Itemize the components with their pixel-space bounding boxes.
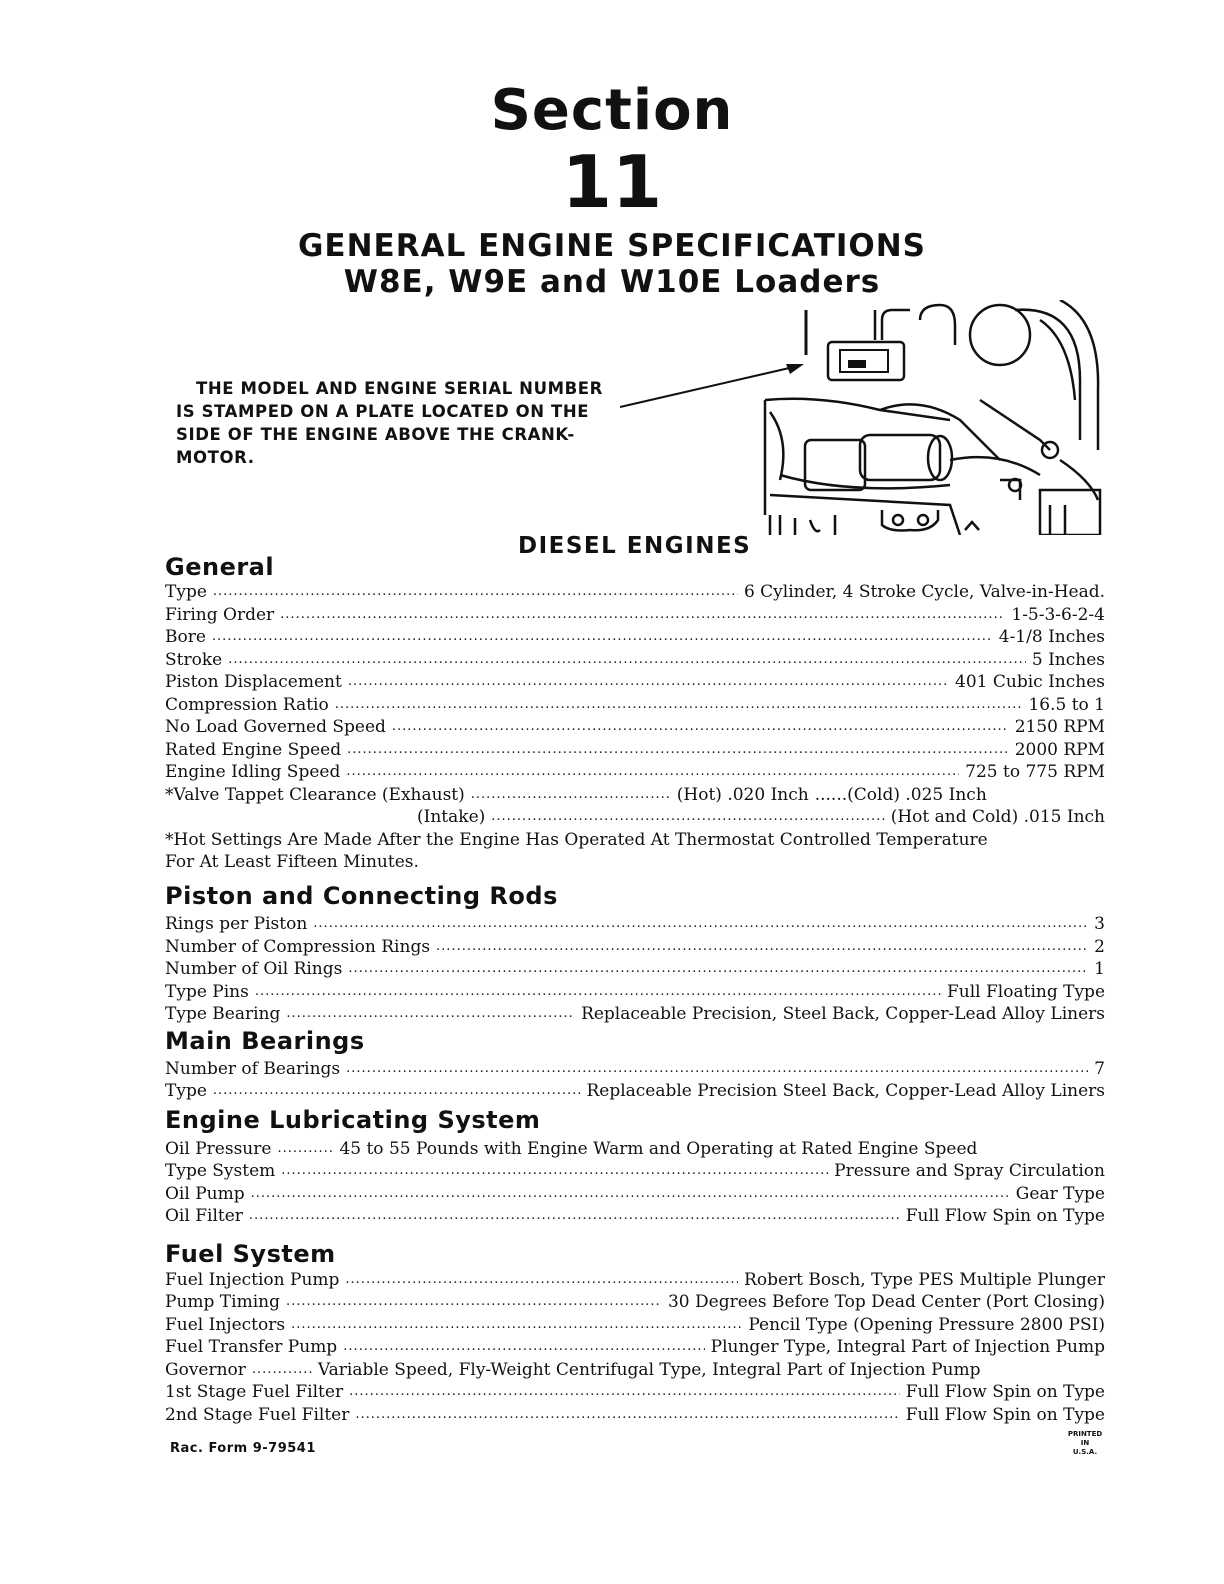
- spec-value-hot: (Hot) .020 Inch: [671, 784, 809, 806]
- spec-label: Firing Order: [165, 605, 275, 625]
- spec-row: [165, 716, 1105, 738]
- footnote-line: For At Least Fifteen Minutes.: [165, 852, 419, 872]
- leader-dots: [281, 1160, 828, 1182]
- spec-label: Compression Ratio: [165, 695, 329, 715]
- spec-label: Governor: [165, 1360, 246, 1380]
- spec-row: [165, 604, 1105, 626]
- leader-dots: [213, 1080, 581, 1102]
- spec-row: [165, 581, 1105, 603]
- spec-label: Type: [165, 1081, 207, 1101]
- leader-dots: [249, 1205, 900, 1227]
- note-line: THE MODEL AND ENGINE SERIAL NUMBER: [196, 379, 603, 398]
- spec-row-valve-exhaust: [165, 784, 1105, 806]
- spec-label: Oil Pump: [165, 1184, 245, 1204]
- spec-value: 7: [1088, 1058, 1105, 1080]
- spec-row: [165, 626, 1105, 648]
- spec-label: 2nd Stage Fuel Filter: [165, 1405, 350, 1425]
- spec-label: Type Pins: [165, 982, 249, 1002]
- leader-dots: [471, 784, 671, 806]
- spec-row: [165, 913, 1105, 935]
- spec-row: [165, 739, 1105, 761]
- spec-label: Number of Oil Rings: [165, 959, 343, 979]
- printed-line: PRINTED: [1067, 1430, 1103, 1438]
- spec-label: Fuel Transfer Pump: [165, 1337, 338, 1357]
- leader-dots: [251, 1183, 1010, 1205]
- spec-label: (Intake): [417, 807, 486, 827]
- printed-line: U.S.A.: [1072, 1448, 1098, 1456]
- spec-value-cold: (Cold) .025 Inch: [847, 785, 987, 805]
- note-line: IS STAMPED ON A PLATE LOCATED ON THE: [176, 402, 590, 421]
- spec-label: Type: [165, 582, 207, 602]
- spec-value: 6 Cylinder, 4 Stroke Cycle, Valve-in-Head.: [738, 581, 1105, 603]
- page-subtitle: W8E, W9E and W10E Loaders: [343, 264, 881, 300]
- spec-value: 725 to 775 RPM: [959, 761, 1105, 783]
- spec-value: Full Flow Spin on Type: [900, 1404, 1105, 1426]
- spec-row: [165, 1336, 1105, 1358]
- leader-dots: [213, 581, 738, 603]
- leader-dots: [228, 649, 1026, 671]
- spec-value: Full Flow Spin on Type: [900, 1205, 1105, 1227]
- leader-dots: [491, 806, 884, 828]
- form-number: Rac. Form 9-79541: [170, 1441, 316, 1456]
- spec-value: 4-1/8 Inches: [993, 626, 1105, 648]
- spec-value: Replaceable Precision, Steel Back, Copper-Lead Alloy Liners: [575, 1003, 1105, 1025]
- diesel-heading: DIESEL ENGINES: [518, 533, 752, 559]
- spec-label: Oil Pressure: [165, 1139, 272, 1159]
- spec-row: [165, 761, 1105, 783]
- spec-value: 2: [1088, 936, 1105, 958]
- spec-value: 45 to 55 Pounds with Engine Warm and Operating at Rated Engine Speed: [333, 1138, 977, 1160]
- spec-value: Replaceable Precision Steel Back, Copper-Lead Alloy Liners: [580, 1080, 1105, 1102]
- spec-label: Fuel Injection Pump: [165, 1270, 340, 1290]
- leader-dots: [286, 1003, 575, 1025]
- serial-number-note: [176, 377, 626, 469]
- leader-dots: [343, 1336, 704, 1358]
- section-number: 11: [561, 140, 663, 224]
- spec-label: Stroke: [165, 650, 223, 670]
- spec-label: Engine Idling Speed: [165, 762, 341, 782]
- spec-label: Number of Compression Rings: [165, 937, 431, 957]
- leader-dots: [313, 913, 1088, 935]
- spec-label: Type Bearing: [165, 1004, 281, 1024]
- spec-value: Pressure and Spray Circulation: [828, 1160, 1105, 1182]
- spec-label: Type System: [165, 1161, 276, 1181]
- spec-row-valve-intake: [165, 806, 1105, 828]
- spec-value: 1-5-3-6-2-4: [1005, 604, 1105, 626]
- spec-label: 1st Stage Fuel Filter: [165, 1382, 344, 1402]
- spec-value: 401 Cubic Inches: [949, 671, 1105, 693]
- spec-row: [165, 1138, 1105, 1160]
- piston-heading: Piston and Connecting Rods: [165, 882, 558, 910]
- spec-label: Rated Engine Speed: [165, 740, 342, 760]
- spec-row: [165, 958, 1105, 980]
- spec-row: [165, 1183, 1105, 1205]
- leader-dots: [355, 1404, 899, 1426]
- leader-dots: [348, 671, 949, 693]
- printed-line: IN: [1080, 1439, 1090, 1447]
- leader-dots: [392, 716, 1009, 738]
- spec-value: Full Floating Type: [941, 981, 1105, 1003]
- spec-label: Fuel Injectors: [165, 1315, 286, 1335]
- leader-dots: [212, 626, 993, 648]
- spec-label: Rings per Piston: [165, 914, 308, 934]
- leader-dots: [345, 1269, 738, 1291]
- spec-value: Robert Bosch, Type PES Multiple Plunger: [738, 1269, 1105, 1291]
- spec-value: Pencil Type (Opening Pressure 2800 PSI): [742, 1314, 1105, 1336]
- leader-dots: [347, 739, 1009, 761]
- leader-dots: [348, 958, 1088, 980]
- leader-dots: [291, 1314, 742, 1336]
- leader-dots: [277, 1138, 333, 1160]
- spec-row: [165, 1058, 1105, 1080]
- fuel-heading: Fuel System: [165, 1240, 336, 1268]
- section-word: Section: [490, 78, 734, 143]
- spec-value: 30 Degrees Before Top Dead Center (Port Closing): [662, 1291, 1105, 1313]
- leader-dots: [252, 1359, 312, 1381]
- spec-value: 16.5 to 1: [1022, 694, 1105, 716]
- spec-value: Variable Speed, Fly-Weight Centrifugal Type, Integral Part of Injection Pump: [312, 1359, 981, 1381]
- spec-value: 3: [1088, 913, 1105, 935]
- spec-row: [165, 936, 1105, 958]
- spec-value: Full Flow Spin on Type: [900, 1381, 1105, 1403]
- spec-row: [165, 1314, 1105, 1336]
- spec-row: [165, 1359, 1105, 1381]
- spec-label: Bore: [165, 627, 206, 647]
- leader-dots: [349, 1381, 900, 1403]
- note-line: MOTOR.: [176, 448, 255, 467]
- spec-row: [165, 1269, 1105, 1291]
- spec-row: [165, 649, 1105, 671]
- leader-dots: [346, 1058, 1088, 1080]
- spec-row: [165, 1381, 1105, 1403]
- spec-row: [165, 694, 1105, 716]
- spec-label: Pump Timing: [165, 1292, 280, 1312]
- leader-dots: [286, 1291, 662, 1313]
- general-heading: General: [165, 553, 275, 581]
- spec-label: Piston Displacement: [165, 672, 342, 692]
- leader-dots: [280, 604, 1005, 626]
- spec-value: Plunger Type, Integral Part of Injection Pump: [705, 1336, 1105, 1358]
- spec-value: 1: [1088, 958, 1105, 980]
- spec-row: [165, 1160, 1105, 1182]
- engine-illustration: [620, 300, 1120, 535]
- spec-value: 5 Inches: [1026, 649, 1105, 671]
- spec-row: [165, 1291, 1105, 1313]
- leader-dots: [335, 694, 1023, 716]
- spec-label: *Valve Tappet Clearance (Exhaust): [165, 785, 465, 805]
- spec-row: [165, 1003, 1105, 1025]
- spec-row: [165, 1205, 1105, 1227]
- page-title: GENERAL ENGINE SPECIFICATIONS: [297, 228, 927, 264]
- spec-value: 2150 RPM: [1009, 716, 1105, 738]
- short-dots: ......: [809, 784, 847, 806]
- leader-dots: [436, 936, 1088, 958]
- lubrication-heading: Engine Lubricating System: [165, 1106, 541, 1134]
- spec-row: [165, 1404, 1105, 1426]
- leader-dots: [346, 761, 959, 783]
- spec-value: 2000 RPM: [1009, 739, 1105, 761]
- spec-label: Number of Bearings: [165, 1059, 341, 1079]
- leader-dots: [255, 981, 941, 1003]
- printed-in-usa-stamp: [1062, 1430, 1108, 1457]
- spec-row: [165, 671, 1105, 693]
- spec-label: Oil Filter: [165, 1206, 243, 1226]
- main-bearings-heading: Main Bearings: [165, 1027, 365, 1055]
- spec-value: (Hot and Cold) .015 Inch: [885, 806, 1105, 828]
- spec-value: Gear Type: [1010, 1183, 1105, 1205]
- note-line: SIDE OF THE ENGINE ABOVE THE CRANK-: [176, 425, 575, 444]
- spec-label: No Load Governed Speed: [165, 717, 386, 737]
- footnote-line: *Hot Settings Are Made After the Engine Has Operated At Thermostat Controlled Temperature: [165, 830, 988, 850]
- spec-row: [165, 1080, 1105, 1102]
- spec-row: [165, 981, 1105, 1003]
